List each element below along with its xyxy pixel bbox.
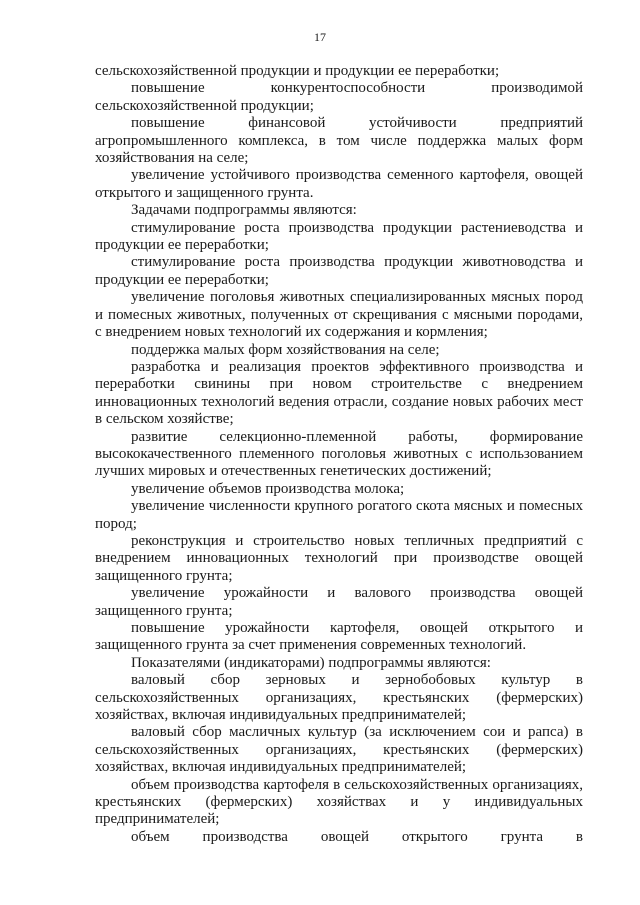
paragraph: повышение финансовой устойчивости предприятий агропромышленного комплекса, в том числе поддержка малых форм хозяйствования на селе; bbox=[95, 115, 583, 167]
paragraph: сельскохозяйственной продукции и продукции ее переработки; bbox=[95, 63, 500, 79]
paragraph: валовый сбор масличных культур (за исключением сои и рапса) в сельскохозяйственных организациях, крестьянских (фермерских) хозяйствах, включая индивидуальных предпринимателей; bbox=[95, 724, 583, 776]
paragraph: стимулирование роста производства продукции растениеводства и продукции ее переработки; bbox=[95, 219, 583, 254]
document-body bbox=[95, 63, 583, 846]
paragraph: объем производства овощей открытого грунта в bbox=[131, 828, 583, 845]
page-number: 17 bbox=[314, 30, 326, 44]
paragraph: поддержка малых форм хозяйствования на селе; bbox=[131, 341, 440, 358]
paragraph: объем производства картофеля в сельскохозяйственных организациях, крестьянских (фермерских) хозяйствах и у индивидуальных предпринимателей; bbox=[95, 776, 583, 828]
paragraph: Показателями (индикаторами) подпрограммы являются: bbox=[131, 654, 491, 671]
paragraph: валовый сбор зерновых и зернобобовых культур в сельскохозяйственных организациях, крестьянских (фермерских) хозяйствах, включая индивидуальных предпринимателей; bbox=[95, 672, 583, 724]
paragraph: повышение урожайности картофеля, овощей открытого и защищенного грунта за счет применения современных технологий. bbox=[95, 620, 583, 654]
paragraph: разработка и реализация проектов эффективного производства и переработки свинины при новом строительстве с внедрением инновационных технологий ведения отрасли, создание новых рабочих мест в сельском хозяйстве; bbox=[95, 358, 583, 428]
paragraph: повышение конкурентоспособности производимой сельскохозяйственной продукции; bbox=[95, 80, 583, 114]
paragraph: увеличение урожайности и валового производства овощей защищенного грунта; bbox=[95, 585, 583, 619]
paragraph: увеличение численности крупного рогатого скота мясных и помесных пород; bbox=[95, 498, 583, 532]
paragraph: реконструкция и строительство новых тепличных предприятий с внедрением инновационных технологий при производстве овощей защищенного грунта; bbox=[95, 532, 583, 584]
paragraph: развитие селекционно-племенной работы, формирование высококачественного племенного поголовья животных с использованием лучших мировых и отечественных генетических достижений; bbox=[95, 428, 583, 480]
paragraph: увеличение объемов производства молока; bbox=[131, 480, 405, 497]
paragraph: Задачами подпрограммы являются: bbox=[131, 202, 357, 219]
paragraph: увеличение поголовья животных специализированных мясных пород и помесных животных, полученных от скрещивания с мясными породами, с внедрением новых технологий их содержания и кормления; bbox=[95, 289, 583, 341]
paragraph: стимулирование роста производства продукции животноводства и продукции ее переработки; bbox=[95, 254, 583, 288]
paragraph: увеличение устойчивого производства семенного картофеля, овощей открытого и защищенного грунта. bbox=[95, 167, 583, 201]
